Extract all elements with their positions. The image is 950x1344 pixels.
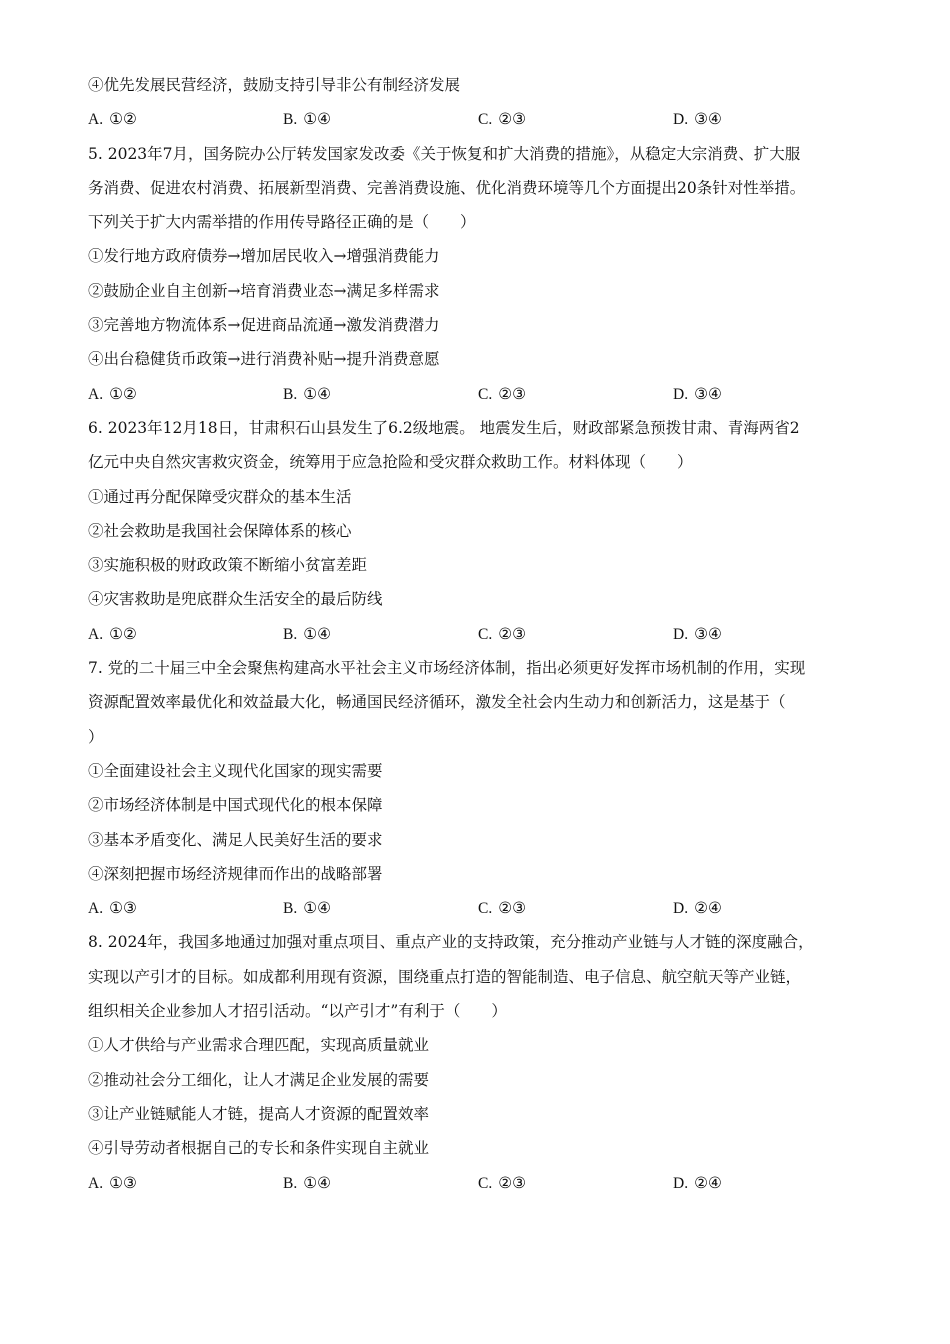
question-stem: 资源配置效率最优化和效益最大化，畅通国民经济循环，激发全社会内生动力和创新活力，这是基于（ (88, 693, 786, 712)
option-a[interactable]: A. ①③ (88, 899, 137, 918)
option-c[interactable]: C. ②③ (478, 1173, 527, 1192)
question-stem: 组织相关企业参加人才招引活动。“以产引才”有利于（ ） (88, 1002, 507, 1021)
option-b[interactable]: B. ①④ (283, 110, 332, 129)
question-6 (88, 411, 868, 651)
question-5 (88, 137, 868, 411)
option-a[interactable]: A. ①③ (88, 1173, 137, 1192)
option-d[interactable]: D. ③④ (673, 110, 722, 129)
option-d[interactable]: D. ②④ (673, 1173, 722, 1192)
answer-options (88, 891, 868, 925)
option-d[interactable]: D. ③④ (673, 624, 722, 643)
answer-options (88, 617, 868, 651)
statement: ②市场经济体制是中国式现代化的根本保障 (88, 796, 383, 815)
question-stem: 5. 2023年7月，国务院办公厅转发国家发改委《关于恢复和扩大消费的措施》，从稳定大宗消费、扩大服 (88, 144, 801, 163)
option-c[interactable]: C. ②③ (478, 384, 527, 403)
statement: ④优先发展民营经济，鼓励支持引导非公有制经济发展 (88, 76, 461, 94)
statement: ②推动社会分工细化，让人才满足企业发展的需要 (88, 1070, 430, 1089)
exam-page (88, 68, 868, 1200)
option-c[interactable]: C. ②③ (478, 110, 527, 129)
option-b[interactable]: B. ①④ (283, 624, 332, 643)
statement: ②社会救助是我国社会保障体系的核心 (88, 521, 352, 540)
question-stem: 6. 2023年12月18日，甘肃积石山县发生了6.2级地震。 地震发生后，财政部紧急预拨甘肃、青海两省2 (88, 418, 800, 437)
statement: ③让产业链赋能人才链，提高人才资源的配置效率 (88, 1104, 430, 1123)
statement: ①发行地方政府债券→增加居民收入→增强消费能力 (88, 247, 440, 266)
question-stem: 7. 党的二十届三中全会聚焦构建高水平社会主义市场经济体制，指出必须更好发挥市场机制的作用，实现 (88, 659, 806, 678)
question-stem: 亿元中央自然灾害救灾资金，统筹用于应急抢险和受灾群众救助工作。材料体现（ ） (88, 453, 693, 472)
question-stem: 8. 2024年，我国多地通过加强对重点项目、重点产业的支持政策，充分推动产业链与人才链的深度融合， (88, 933, 814, 952)
option-d[interactable]: D. ③④ (673, 384, 722, 403)
option-b[interactable]: B. ①④ (283, 1173, 332, 1192)
answer-options (88, 102, 868, 136)
option-b[interactable]: B. ①④ (283, 899, 332, 918)
option-d[interactable]: D. ②④ (673, 899, 722, 918)
question-stem: 实现以产引才的目标。如成都利用现有资源，围绕重点打造的智能制造、电子信息、航空航天等产业链， (88, 967, 802, 986)
option-a[interactable]: A. ①② (88, 110, 137, 129)
statement: ④引导劳动者根据自己的专长和条件实现自主就业 (88, 1139, 430, 1158)
statement: ①通过再分配保障受灾群众的基本生活 (88, 487, 352, 506)
option-c[interactable]: C. ②③ (478, 899, 527, 918)
option-b[interactable]: B. ①④ (283, 384, 332, 403)
question-8 (88, 925, 868, 1199)
option-a[interactable]: A. ①② (88, 384, 137, 403)
question-4-tail (88, 68, 868, 137)
statement: ④灾害救助是兜底群众生活安全的最后防线 (88, 590, 383, 609)
statement: ③基本矛盾变化、满足人民美好生活的要求 (88, 830, 383, 849)
statement: ④深刻把握市场经济规律而作出的战略部署 (88, 864, 383, 883)
statement: ②鼓励企业自主创新→培育消费业态→满足多样需求 (88, 281, 440, 300)
option-c[interactable]: C. ②③ (478, 624, 527, 643)
option-a[interactable]: A. ①② (88, 624, 137, 643)
statement: ④出台稳健货币政策→进行消费补贴→提升消费意愿 (88, 350, 440, 369)
question-stem: 务消费、促进农村消费、拓展新型消费、完善消费设施、优化消费环境等几个方面提出20条针对性举措。 (88, 178, 806, 197)
question-stem: 下列关于扩大内需举措的作用传导路径正确的是（ ） (88, 213, 476, 232)
question-7 (88, 651, 868, 925)
statement: ①全面建设社会主义现代化国家的现实需要 (88, 761, 383, 780)
answer-options (88, 1166, 868, 1200)
statement: ③完善地方物流体系→促进商品流通→激发消费潜力 (88, 316, 440, 335)
answer-options (88, 377, 868, 411)
question-stem: ） (88, 727, 104, 746)
statement: ③实施积极的财政政策不断缩小贫富差距 (88, 556, 368, 575)
statement: ①人才供给与产业需求合理匹配，实现高质量就业 (88, 1036, 430, 1055)
